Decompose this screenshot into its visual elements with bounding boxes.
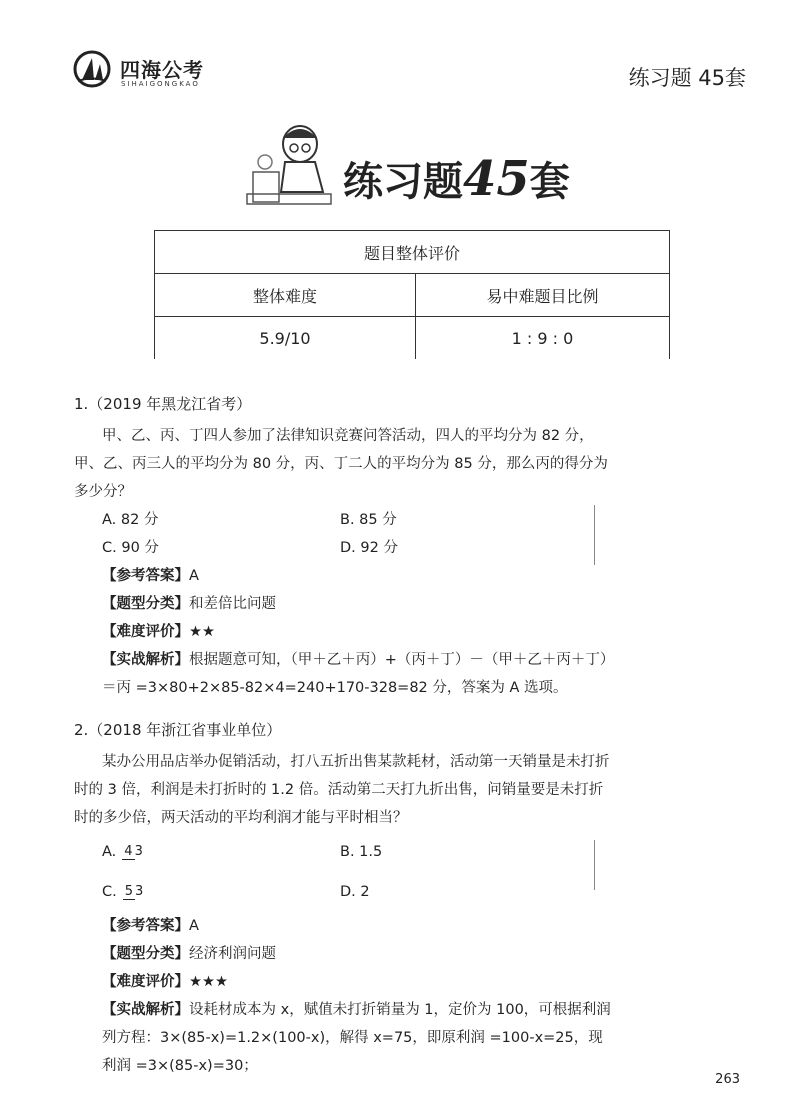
q2-stem: 某办公用品店举办促销活动，打八五折出售某款耗材，活动第一天销量是未打折时的 3 倍，利润是未打折时的 1.2 倍。活动第二天打九折出售，问销量要是未打折时的多少倍，两天活动的平均利润才能与平时相当？ xyxy=(74,754,610,826)
scan-artifact-line xyxy=(594,840,595,890)
difficulty-value: 5.9/10 xyxy=(155,317,416,360)
q2-option-a-prefix: A. xyxy=(102,844,117,860)
q1-option-b: B. 85 分 xyxy=(340,512,397,528)
q1-type-tag: 【题型分类】 xyxy=(102,596,189,612)
q2-option-b: B. 1.5 xyxy=(340,844,383,860)
q1-analysis-text: 根据题意可知，（甲＋乙＋丙）+（丙＋丁）－（甲＋乙＋丙＋丁）＝丙 =3×80+2×85-82×4=240+170-328=82 分，答案为 A 选项。 xyxy=(102,652,608,696)
q2-answer-value: A xyxy=(189,918,199,934)
q2-difficulty-stars: ★★★ xyxy=(189,974,228,990)
q1-difficulty xyxy=(74,618,614,646)
q1-answer-value: A xyxy=(189,568,199,584)
q2-type xyxy=(74,940,614,968)
q2-option-c-denominator: 3 xyxy=(135,884,144,899)
title-prefix: 练习题 xyxy=(343,158,463,205)
q2-heading: 2.（2018 年浙江省事业单位） xyxy=(74,721,282,739)
q2-options-row2 xyxy=(74,872,614,912)
q2-type-value: 经济利润问题 xyxy=(189,946,276,962)
q2-analysis-text: 设耗材成本为 x，赋值未打折销量为 1，定价为 100，可根据利润列方程：3×(85-x)=1.2×(100-x)，解得 x=75，即原利润 =100-x=25，现利润 =3×(85-x)=30； xyxy=(102,1002,611,1074)
q2-option-d: D. 2 xyxy=(340,884,370,900)
scan-artifact-line xyxy=(594,505,595,565)
title-suffix: 套 xyxy=(529,158,570,205)
q1-heading: 1.（2019 年黑龙江省考） xyxy=(74,395,252,413)
q1-type-value: 和差倍比问题 xyxy=(189,596,276,612)
q2-analysis-tag: 【实战解析】 xyxy=(102,1002,189,1018)
q1-option-a: A. 82 分 xyxy=(102,512,159,528)
evaluation-table xyxy=(154,230,670,359)
q2-option-a xyxy=(74,838,340,866)
q2-option-a-numerator: 4 xyxy=(124,844,133,859)
q2-type-tag: 【题型分类】 xyxy=(102,946,189,962)
page-title xyxy=(343,150,570,207)
q2-option-c-fraction xyxy=(123,884,144,900)
title-number: 45 xyxy=(463,151,530,207)
q2-difficulty-tag: 【难度评价】 xyxy=(102,974,189,990)
mascot-illustration-icon xyxy=(245,122,333,214)
evaluation-caption: 题目整体评价 xyxy=(155,231,670,274)
q2-option-a-fraction xyxy=(122,844,143,860)
q2-difficulty xyxy=(74,968,614,996)
q1-options-row2 xyxy=(74,534,614,562)
q1-stem: 甲、乙、丙、丁四人参加了法律知识竞赛问答活动，四人的平均分为 82 分，甲、乙、丙三人的平均分为 80 分，丙、丁二人的平均分为 85 分，那么丙的得分为多少分？ xyxy=(74,428,608,500)
q2-options-row1 xyxy=(74,832,614,872)
question-2 xyxy=(74,716,614,1080)
q1-difficulty-tag: 【难度评价】 xyxy=(102,624,189,640)
q1-option-c: C. 90 分 xyxy=(102,540,159,556)
q1-option-d: D. 92 分 xyxy=(340,540,398,556)
q2-option-a-denominator: 3 xyxy=(134,844,143,859)
q1-type xyxy=(74,590,614,618)
q1-answer xyxy=(74,562,614,590)
q1-analysis xyxy=(74,646,614,702)
brand-subtitle: SIHAIGONGKAO xyxy=(121,80,200,88)
sihai-logo-icon xyxy=(72,50,112,88)
difficulty-header: 整体难度 xyxy=(155,274,416,317)
set-label: 练习题 45套 xyxy=(628,66,746,90)
q1-difficulty-stars: ★★ xyxy=(189,624,215,640)
q2-answer-tag: 【参考答案】 xyxy=(102,918,189,934)
q1-answer-tag: 【参考答案】 xyxy=(102,568,189,584)
q2-option-c-numerator: 5 xyxy=(124,884,134,899)
brand-name: 四海公考 xyxy=(120,58,204,82)
page-number: 263 xyxy=(715,1072,740,1087)
q2-option-c xyxy=(74,878,340,906)
question-1 xyxy=(74,390,614,702)
q2-option-c-prefix: C. xyxy=(102,884,117,900)
q1-analysis-tag: 【实战解析】 xyxy=(102,652,189,668)
q2-answer xyxy=(74,912,614,940)
ratio-header: 易中难题目比例 xyxy=(416,274,670,317)
q1-options-row1 xyxy=(74,506,614,534)
ratio-value: 1 : 9 : 0 xyxy=(416,317,670,360)
q2-analysis xyxy=(74,996,614,1080)
